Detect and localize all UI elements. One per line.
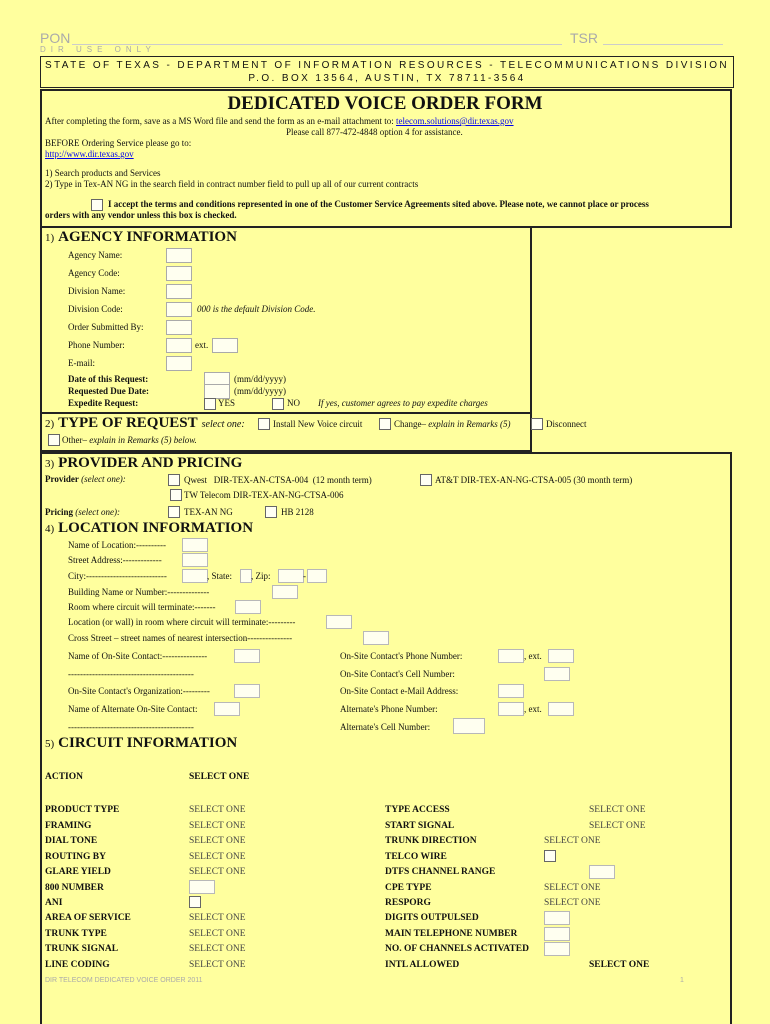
change-note: – explain in Remarks (5) — [421, 419, 511, 429]
glare-yield-label: GLARE YIELD — [45, 867, 111, 877]
alt-contact-label: Name of Alternate On-Site Contact: — [68, 704, 198, 714]
glare-yield-select[interactable]: SELECT ONE — [189, 867, 246, 877]
email-link[interactable]: telecom.solutions@dir.texas.gov — [396, 116, 514, 126]
alt-ext-input[interactable] — [548, 702, 574, 716]
step-1: 1) Search products and Services — [45, 168, 161, 178]
section-number: 3) — [45, 458, 55, 470]
agency-name-input[interactable] — [166, 248, 192, 263]
section-number: 2) — [45, 418, 55, 430]
alt-phone-label: Alternate's Phone Number: — [340, 704, 438, 714]
expedite-no-checkbox[interactable] — [272, 398, 284, 410]
intro-instructions: After completing the form, save as a MS Word file and send the form as an e-mail attachment to: — [45, 116, 394, 126]
other-checkbox[interactable] — [48, 434, 60, 446]
change-text: Change — [394, 419, 422, 429]
qwest-label: Qwest DIR-TEX-AN-CTSA-004 (12 month term) — [184, 475, 372, 485]
pon-label: PON — [40, 30, 71, 46]
framing-select[interactable]: SELECT ONE — [189, 821, 246, 831]
att-checkbox[interactable] — [420, 474, 432, 486]
section-title: LOCATION INFORMATION — [58, 520, 254, 536]
city-label: City:--------------------------- — [68, 571, 167, 581]
location-section-heading — [45, 519, 253, 537]
alt-contact-input[interactable] — [214, 702, 240, 716]
provider-text: Provider — [45, 474, 79, 484]
due-date-label: Requested Due Date: — [68, 386, 149, 396]
address-line: P.O. BOX 13564, AUSTIN, TX 78711-3564 — [248, 73, 526, 84]
tw-telecom-label: TW Telecom DIR-TEX-AN-NG-CTSA-006 — [184, 490, 344, 500]
att-label: AT&T DIR-TEX-AN-NG-CTSA-005 (30 month term) — [435, 475, 633, 485]
pricing-hint: (select one): — [75, 507, 120, 517]
ani-label: ANI — [45, 898, 63, 908]
submitted-by-input[interactable] — [166, 320, 192, 335]
routing-by-select[interactable]: SELECT ONE — [189, 852, 246, 862]
onsite-phone-input[interactable] — [498, 649, 524, 663]
onsite-cell-input[interactable] — [544, 667, 570, 681]
other-text: Other — [62, 435, 83, 445]
trunk-signal-select[interactable]: SELECT ONE — [189, 944, 246, 954]
dial-tone-select[interactable]: SELECT ONE — [189, 836, 246, 846]
product-type-select[interactable]: SELECT ONE — [189, 805, 246, 815]
location-name-label: Name of Location:---------- — [68, 540, 166, 550]
form-title: DEDICATED VOICE ORDER FORM — [227, 93, 543, 114]
ani-checkbox[interactable] — [189, 896, 201, 908]
qwest-checkbox[interactable] — [168, 474, 180, 486]
framing-label: FRAMING — [45, 821, 92, 831]
zip-ext-input[interactable] — [307, 569, 327, 583]
phone-ext-label: ext. — [195, 340, 209, 350]
section-number: 5) — [45, 738, 55, 750]
action-label: ACTION — [45, 772, 84, 782]
cross-street-input[interactable] — [363, 631, 389, 645]
onsite-org-label: On-Site Contact's Organization:--------- — [68, 686, 210, 696]
line-coding-select[interactable]: SELECT ONE — [189, 960, 246, 970]
wall-location-input[interactable] — [326, 615, 352, 629]
zip-label: , Zip: — [251, 571, 271, 581]
division-code-label: Division Code: — [68, 304, 123, 314]
state-label: , State: — [207, 571, 232, 581]
due-date-input[interactable] — [204, 384, 230, 399]
date-format-2: (mm/dd/yyyy) — [234, 386, 286, 396]
expedite-note: If yes, customer agrees to pay expedite charges — [318, 398, 488, 408]
trunk-type-select[interactable]: SELECT ONE — [189, 929, 246, 939]
alt-cell-label: Alternate's Cell Number: — [340, 722, 431, 732]
onsite-org-input[interactable] — [234, 684, 260, 698]
expedite-yes-checkbox[interactable] — [204, 398, 216, 410]
pricing-label — [45, 507, 120, 517]
trunk-type-label: TRUNK TYPE — [45, 929, 107, 939]
agency-name-label: Agency Name: — [68, 250, 123, 260]
area-of-service-label: AREA OF SERVICE — [45, 913, 131, 923]
email-label: E-mail: — [68, 358, 95, 368]
main-telephone-input[interactable] — [544, 927, 570, 941]
expedite-yes-label: YES — [218, 398, 236, 408]
zip-dash: - — [303, 571, 306, 581]
tsr-field[interactable] — [603, 44, 723, 45]
main-telephone-label: MAIN TELEPHONE NUMBER — [385, 929, 518, 939]
digits-outpulsed-input[interactable] — [544, 911, 570, 925]
submitted-by-label: Order Submitted By: — [68, 322, 144, 332]
agency-code-input[interactable] — [166, 266, 192, 281]
onsite-cell-label: On-Site Contact's Cell Number: — [340, 669, 455, 679]
provider-hint: (select one): — [81, 474, 126, 484]
hb2128-checkbox[interactable] — [265, 506, 277, 518]
start-signal-select[interactable]: SELECT ONE — [589, 821, 646, 831]
action-select[interactable]: SELECT ONE — [189, 772, 250, 782]
phone-ext-input[interactable] — [212, 338, 238, 353]
onsite-email-input[interactable] — [498, 684, 524, 698]
division-code-input[interactable] — [166, 302, 192, 317]
circuit-section-heading — [45, 734, 237, 752]
digits-outpulsed-label: DIGITS OUTPULSED — [385, 913, 479, 923]
accept-terms-text-2: orders with any vendor unless this box is checked. — [45, 210, 237, 220]
hb2128-label: HB 2128 — [281, 507, 314, 517]
dir-url-link[interactable]: http://www.dir.texas.gov — [45, 149, 134, 159]
dir-use-only: DIR USE ONLY — [40, 45, 156, 54]
accept-terms-text: I accept the terms and conditions represented in one of the Customer Service Agreements sited above. Please note, we cannot place or process — [108, 199, 649, 209]
section-number: 4) — [45, 523, 55, 535]
alt-ext-label: , ext. — [524, 704, 542, 714]
cross-street-label: Cross Street – street names of nearest intersection--------------- — [68, 633, 293, 643]
provider-label — [45, 474, 126, 484]
resporg-label: RESPORG — [385, 898, 431, 908]
date-format-1: (mm/dd/yyyy) — [234, 374, 286, 384]
channels-activated-label: NO. OF CHANNELS ACTIVATED — [385, 944, 529, 954]
step-2: 2) Type in Tex-AN NG in the search field in contract number field to pull up all of our current contracts — [45, 179, 419, 189]
other-note: – explain in Remarks (5) below. — [82, 435, 197, 445]
provider-section-heading — [45, 454, 242, 472]
other-label — [62, 435, 197, 445]
800-number-input[interactable] — [189, 880, 215, 894]
street-input[interactable] — [182, 553, 208, 567]
section-title: PROVIDER AND PRICING — [58, 455, 243, 471]
onsite-ext-input[interactable] — [548, 649, 574, 663]
texan-label: TEX-AN NG — [184, 507, 233, 517]
section-number: 1) — [45, 232, 55, 244]
building-label: Building Name or Number:-------------- — [68, 587, 210, 597]
resporg-select[interactable]: SELECT ONE — [544, 898, 601, 908]
alt-cell-input[interactable] — [453, 718, 485, 734]
change-checkbox[interactable] — [379, 418, 391, 430]
select-one-hint: select one: — [201, 419, 245, 430]
expedite-no-label: NO — [287, 398, 300, 408]
expedite-label: Expedite Request: — [68, 398, 139, 408]
footer-page-number: 1 — [680, 977, 684, 984]
telco-wire-label: TELCO WIRE — [385, 852, 447, 862]
alt-phone-input[interactable] — [498, 702, 524, 716]
disconnect-checkbox[interactable] — [531, 418, 543, 430]
800-number-label: 800 NUMBER — [45, 883, 104, 893]
onsite-contact-label: Name of On-Site Contact:--------------- — [68, 651, 208, 661]
section-title: CIRCUIT INFORMATION — [58, 735, 238, 751]
cpe-type-label: CPE TYPE — [385, 883, 432, 893]
dash-line-1: ------------------------------------------ — [68, 669, 194, 679]
disconnect-label: Disconnect — [546, 419, 587, 429]
footer-doc-name: DIR TELECOM DEDICATED VOICE ORDER 2011 — [45, 977, 203, 984]
type-access-select[interactable]: SELECT ONE — [589, 805, 646, 815]
agency-code-label: Agency Code: — [68, 268, 120, 278]
section-title: AGENCY INFORMATION — [58, 229, 237, 245]
pricing-text: Pricing — [45, 507, 73, 517]
type-access-label: TYPE ACCESS — [385, 805, 450, 815]
agency-header-box — [40, 56, 734, 88]
request-section-heading — [45, 414, 245, 432]
intl-allowed-select[interactable]: SELECT ONE — [589, 960, 650, 970]
start-signal-label: START SIGNAL — [385, 821, 455, 831]
change-label — [394, 419, 510, 429]
agency-section-heading — [45, 228, 237, 246]
division-name-label: Division Name: — [68, 286, 126, 296]
building-input[interactable] — [272, 585, 298, 599]
dtfs-channel-input[interactable] — [589, 865, 615, 879]
install-checkbox[interactable] — [258, 418, 270, 430]
line-coding-label: LINE CODING — [45, 960, 110, 970]
section-title: TYPE OF REQUEST — [58, 415, 198, 431]
room-input[interactable] — [235, 600, 261, 614]
dept-line: STATE OF TEXAS - DEPARTMENT OF INFORMATION RESOURCES - TELECOMMUNICATIONS DIVISION — [44, 60, 730, 71]
onsite-email-label: On-Site Contact e-Mail Address: — [340, 686, 459, 696]
onsite-ext-label: , ext. — [524, 651, 542, 661]
city-input[interactable] — [182, 569, 208, 583]
texan-checkbox[interactable] — [168, 506, 180, 518]
location-name-input[interactable] — [182, 538, 208, 552]
onsite-phone-label: On-Site Contact's Phone Number: — [340, 651, 463, 661]
street-label: Street Address:------------- — [68, 555, 162, 565]
telco-wire-checkbox[interactable] — [544, 850, 556, 862]
room-label: Room where circuit will terminate:------- — [68, 602, 216, 612]
install-label: Install New Voice circuit — [273, 419, 363, 429]
dtfs-channel-label: DTFS CHANNEL RANGE — [385, 867, 496, 877]
tsr-label: TSR — [570, 30, 598, 46]
routing-by-label: ROUTING BY — [45, 852, 106, 862]
wall-location-label: Location (or wall) in room where circuit will terminate:--------- — [68, 617, 296, 627]
intro-text — [45, 116, 514, 126]
trunk-signal-label: TRUNK SIGNAL — [45, 944, 119, 954]
intl-allowed-label: INTL ALLOWED — [385, 960, 460, 970]
division-code-note: 000 is the default Division Code. — [197, 304, 316, 314]
trunk-direction-label: TRUNK DIRECTION — [385, 836, 477, 846]
product-type-label: PRODUCT TYPE — [45, 805, 120, 815]
email-input[interactable] — [166, 356, 192, 371]
call-text: Please call 877-472-4848 option 4 for assistance. — [286, 127, 463, 137]
division-name-input[interactable] — [166, 284, 192, 299]
before-text: BEFORE Ordering Service please go to: — [45, 138, 192, 148]
channels-activated-input[interactable] — [544, 942, 570, 956]
cpe-type-select[interactable]: SELECT ONE — [544, 883, 601, 893]
tw-telecom-checkbox[interactable] — [170, 489, 182, 501]
dial-tone-label: DIAL TONE — [45, 836, 98, 846]
onsite-contact-input[interactable] — [234, 649, 260, 663]
dash-line-2: ------------------------------------------ — [68, 722, 194, 732]
trunk-direction-select[interactable]: SELECT ONE — [544, 836, 601, 846]
zip-input[interactable] — [278, 569, 304, 583]
date-request-label: Date of this Request: — [68, 374, 149, 384]
phone-label: Phone Number: — [68, 340, 125, 350]
area-of-service-select[interactable]: SELECT ONE — [189, 913, 246, 923]
phone-input[interactable] — [166, 338, 192, 353]
